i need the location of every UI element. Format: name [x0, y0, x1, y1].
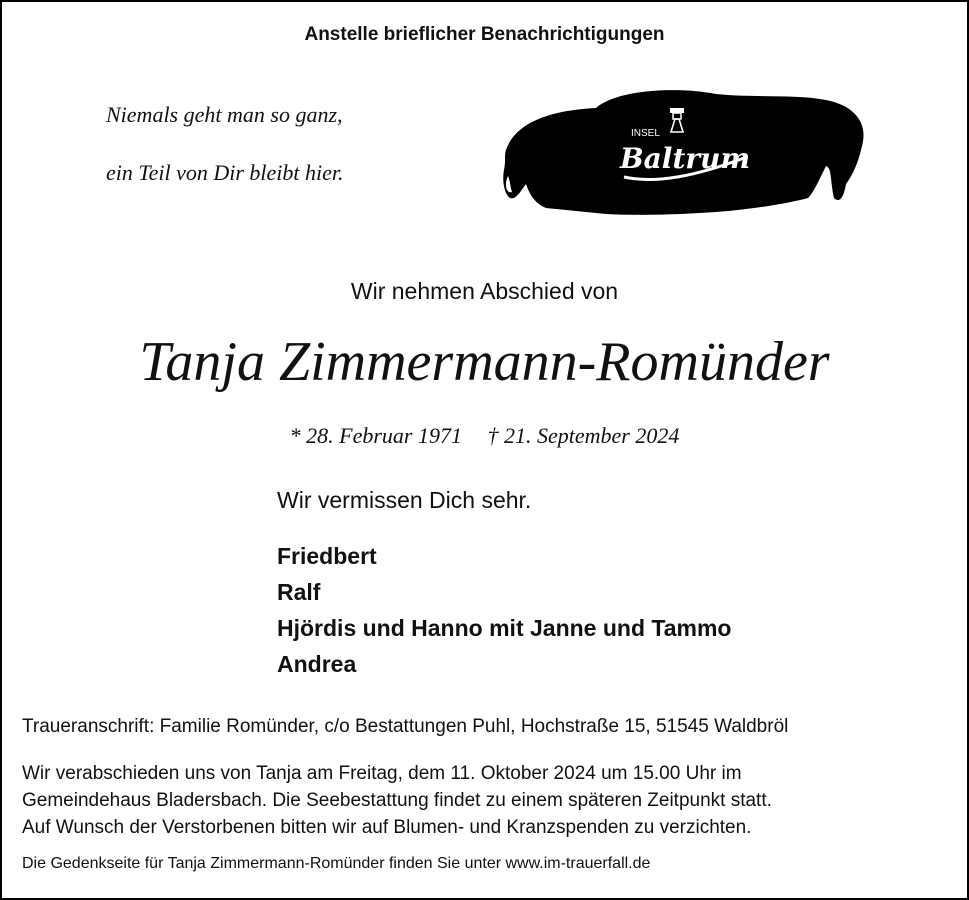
- quote-line-1: Niemals geht man so ganz,: [106, 102, 343, 127]
- baltrum-island-logo: [496, 80, 876, 220]
- farewell-line-2: Gemeindehaus Bladersbach. Die Seebestattung findet zu einem späteren Zeitpunkt statt.: [22, 790, 772, 811]
- farewell-line-3: Auf Wunsch der Verstorbenen bitten wir auf Blumen- und Kranzspenden zu verzichten.: [22, 817, 752, 838]
- intro-line: Wir nehmen Abschied von: [350, 278, 619, 304]
- family-member: Friedbert: [277, 543, 377, 569]
- family-member: Ralf: [277, 579, 321, 605]
- family-list: [277, 538, 731, 682]
- death-date: † 21. September 2024: [487, 423, 680, 448]
- logo-baltrum-text: Baltrum: [620, 142, 751, 175]
- logo-insel-text: INSEL: [631, 128, 660, 139]
- birth-date: * 28. Februar 1971: [289, 423, 462, 448]
- life-dates: [0, 423, 969, 449]
- quote-line-2: ein Teil von Dir bleibt hier.: [106, 160, 344, 185]
- notice-header: Anstelle brieflicher Benachrichtigungen: [304, 24, 665, 45]
- deceased-name: Tanja Zimmermann-Romünder: [139, 331, 830, 393]
- family-member: Hjördis und Hanno mit Janne und Tammo: [277, 615, 732, 641]
- family-member: Andrea: [277, 651, 357, 677]
- farewell-line-1: Wir verabschieden uns von Tanja am Freitag, dem 11. Oktober 2024 um 15.00 Uhr im: [22, 763, 742, 784]
- mourning-address: Traueranschrift: Familie Romünder, c/o Bestattungen Puhl, Hochstraße 15, 51545 Waldbröl: [22, 716, 789, 737]
- farewell-paragraph: [22, 760, 772, 841]
- miss-line: Wir vermissen Dich sehr.: [277, 487, 532, 513]
- memorial-website-line: Die Gedenkseite für Tanja Zimmermann-Romünder finden Sie unter www.im-trauerfall.de: [22, 855, 651, 872]
